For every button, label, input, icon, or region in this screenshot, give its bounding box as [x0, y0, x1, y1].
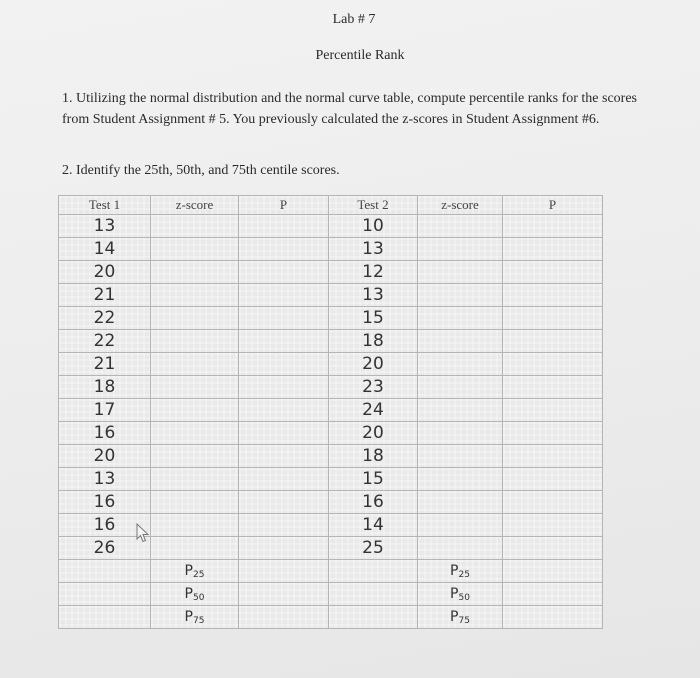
empty-cell — [503, 238, 603, 261]
empty-cell — [418, 514, 503, 537]
empty-cell — [503, 215, 603, 238]
empty-cell — [239, 468, 329, 491]
percentile-label — [418, 583, 503, 606]
empty-cell — [418, 422, 503, 445]
mouse-pointer-icon — [135, 523, 151, 543]
empty-cell — [239, 307, 329, 330]
empty-cell — [59, 560, 151, 583]
percentile-table — [58, 195, 603, 629]
empty-cell — [329, 560, 418, 583]
percentile-label — [151, 583, 239, 606]
column-header: z-score — [418, 196, 503, 215]
empty-cell — [418, 537, 503, 560]
empty-cell — [418, 284, 503, 307]
empty-cell — [151, 215, 239, 238]
empty-cell — [239, 376, 329, 399]
empty-cell — [503, 583, 603, 606]
empty-cell — [59, 606, 151, 629]
page-subtitle: Percentile Rank — [315, 48, 405, 63]
empty-cell — [151, 330, 239, 353]
column-header: z-score — [151, 196, 239, 215]
table-row — [59, 238, 603, 261]
empty-cell — [418, 330, 503, 353]
table-row — [59, 284, 603, 307]
percentile-subscript: 25 — [193, 569, 205, 580]
table-row — [59, 376, 603, 399]
test2-score: 13 — [329, 238, 418, 261]
empty-cell — [503, 606, 603, 629]
empty-cell — [329, 606, 418, 629]
empty-cell — [151, 468, 239, 491]
test2-score: 16 — [329, 491, 418, 514]
percentile-label — [418, 606, 503, 629]
empty-cell — [239, 445, 329, 468]
empty-cell — [503, 284, 603, 307]
test1-score: 14 — [59, 238, 151, 261]
empty-cell — [151, 422, 239, 445]
empty-cell — [503, 491, 603, 514]
empty-cell — [239, 330, 329, 353]
test2-score: 18 — [329, 330, 418, 353]
instruction-2: 2. Identify the 25th, 50th, and 75th centile scores. — [62, 163, 340, 178]
test1-score: 26 — [59, 537, 151, 560]
test2-score: 14 — [329, 514, 418, 537]
test2-score: 20 — [329, 422, 418, 445]
test2-score: 15 — [329, 468, 418, 491]
test2-score: 13 — [329, 284, 418, 307]
percentile-letter: P — [450, 585, 459, 602]
test1-score: 20 — [59, 261, 151, 284]
test2-score: 24 — [329, 399, 418, 422]
test1-score: 22 — [59, 307, 151, 330]
empty-cell — [503, 537, 603, 560]
test2-score: 20 — [329, 353, 418, 376]
empty-cell — [239, 583, 329, 606]
empty-cell — [151, 537, 239, 560]
empty-cell — [151, 514, 239, 537]
column-header: P — [239, 196, 329, 215]
empty-cell — [151, 353, 239, 376]
test1-score: 16 — [59, 491, 151, 514]
test1-score: 16 — [59, 514, 151, 537]
table-row — [59, 399, 603, 422]
percentile-letter: P — [450, 608, 459, 625]
test1-score: 13 — [59, 468, 151, 491]
empty-cell — [151, 445, 239, 468]
test1-score: 21 — [59, 284, 151, 307]
empty-cell — [151, 284, 239, 307]
empty-cell — [418, 491, 503, 514]
empty-cell — [418, 238, 503, 261]
percentile-subscript: 50 — [193, 592, 205, 603]
empty-cell — [151, 376, 239, 399]
empty-cell — [239, 261, 329, 284]
empty-cell — [239, 422, 329, 445]
empty-cell — [239, 238, 329, 261]
test1-score: 13 — [59, 215, 151, 238]
empty-cell — [151, 491, 239, 514]
percentile-label — [418, 560, 503, 583]
percentile-subscript: 50 — [458, 592, 470, 603]
percentile-subscript: 75 — [458, 615, 470, 626]
test1-score: 18 — [59, 376, 151, 399]
column-header: P — [503, 196, 603, 215]
percentile-letter: P — [450, 562, 459, 579]
percentile-subscript: 25 — [458, 569, 470, 580]
empty-cell — [239, 514, 329, 537]
test2-score: 10 — [329, 215, 418, 238]
column-header: Test 1 — [59, 196, 151, 215]
empty-cell — [151, 307, 239, 330]
empty-cell — [239, 215, 329, 238]
empty-cell — [418, 307, 503, 330]
percentile-letter: P — [184, 562, 193, 579]
empty-cell — [239, 560, 329, 583]
percentile-row — [59, 583, 603, 606]
empty-cell — [503, 560, 603, 583]
percentile-subscript: 75 — [193, 615, 205, 626]
empty-cell — [418, 215, 503, 238]
percentile-label — [151, 606, 239, 629]
table-row — [59, 307, 603, 330]
test1-score: 22 — [59, 330, 151, 353]
test2-score: 15 — [329, 307, 418, 330]
test1-score: 20 — [59, 445, 151, 468]
test2-score: 18 — [329, 445, 418, 468]
percentile-label — [151, 560, 239, 583]
empty-cell — [503, 468, 603, 491]
table-row — [59, 445, 603, 468]
empty-cell — [239, 537, 329, 560]
empty-cell — [329, 583, 418, 606]
table-row — [59, 353, 603, 376]
empty-cell — [59, 583, 151, 606]
empty-cell — [503, 514, 603, 537]
empty-cell — [239, 491, 329, 514]
empty-cell — [239, 353, 329, 376]
test1-score: 21 — [59, 353, 151, 376]
test1-score: 17 — [59, 399, 151, 422]
percentile-row — [59, 606, 603, 629]
empty-cell — [418, 445, 503, 468]
empty-cell — [151, 238, 239, 261]
percentile-letter: P — [184, 608, 193, 625]
table-header-row — [59, 196, 603, 215]
table-row — [59, 491, 603, 514]
table-row — [59, 422, 603, 445]
empty-cell — [418, 353, 503, 376]
empty-cell — [151, 261, 239, 284]
empty-cell — [239, 606, 329, 629]
test2-score: 23 — [329, 376, 418, 399]
empty-cell — [503, 353, 603, 376]
test1-score: 16 — [59, 422, 151, 445]
empty-cell — [503, 330, 603, 353]
empty-cell — [418, 399, 503, 422]
page-title: Lab # 7 — [332, 12, 376, 27]
table-row — [59, 215, 603, 238]
empty-cell — [418, 261, 503, 284]
empty-cell — [503, 261, 603, 284]
empty-cell — [239, 399, 329, 422]
table-row — [59, 468, 603, 491]
empty-cell — [503, 445, 603, 468]
table-row — [59, 330, 603, 353]
instruction-1: 1. Utilizing the normal distribution and the normal curve table, compute percentile ranks for the scores from Student Assignment # 5. You previously calculated the z-scores in Student Assignment #6. — [62, 91, 637, 127]
empty-cell — [418, 468, 503, 491]
test2-score: 25 — [329, 537, 418, 560]
empty-cell — [503, 307, 603, 330]
test2-score: 12 — [329, 261, 418, 284]
empty-cell — [239, 284, 329, 307]
column-header: Test 2 — [329, 196, 418, 215]
empty-cell — [503, 376, 603, 399]
empty-cell — [418, 376, 503, 399]
empty-cell — [503, 422, 603, 445]
percentile-row — [59, 560, 603, 583]
empty-cell — [503, 399, 603, 422]
table-row — [59, 261, 603, 284]
percentile-letter: P — [184, 585, 193, 602]
empty-cell — [151, 399, 239, 422]
